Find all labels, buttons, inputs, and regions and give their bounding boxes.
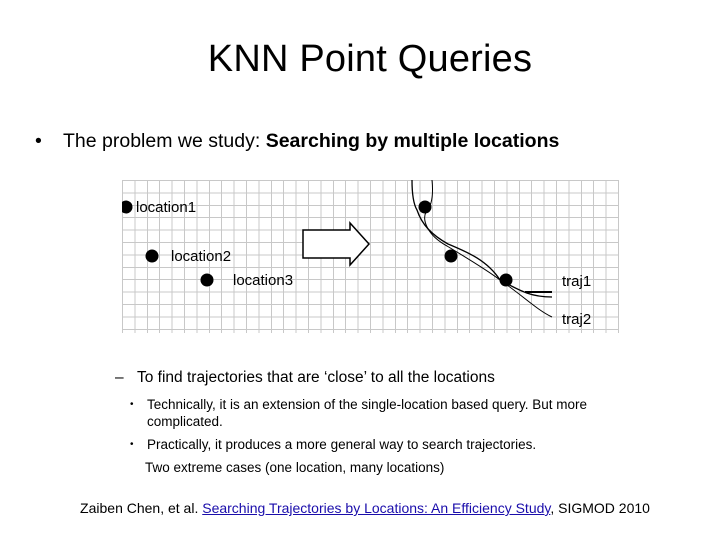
traj2-label: traj2	[562, 311, 592, 328]
sub-sub-bullet-line2: complicated.	[147, 414, 223, 429]
location3-point-icon	[201, 274, 214, 287]
right-arrow-icon	[303, 223, 369, 265]
locations-trajectories-figure	[122, 180, 619, 333]
extreme-cases-text: Two extreme cases (one location, many locations)	[145, 460, 445, 475]
location2-label: location2	[171, 248, 232, 265]
bullet-prefix: The problem we study:	[63, 130, 266, 152]
sub-sub-bullet-marker: •	[130, 399, 134, 410]
figure-drawing	[122, 180, 619, 333]
sub-bullet-text: To find trajectories that are ‘close’ to all the locations	[137, 369, 495, 386]
sub-sub-bullet-line1: Technically, it is an extension of the single-location based query. But more	[147, 397, 587, 412]
query-point-3-icon	[500, 274, 513, 287]
sub-sub-bullet-technically	[130, 396, 587, 430]
query-point-1-icon	[419, 201, 432, 214]
traj1-label: traj1	[562, 273, 592, 290]
traj1-line-icon	[412, 180, 552, 297]
location1-label: location1	[136, 199, 197, 216]
citation-paper-link[interactable]: Searching Trajectories by Locations: An Efficiency Study	[202, 500, 551, 516]
slide-title: KNN Point Queries	[207, 38, 533, 80]
sub-sub-bullet-line1: Practically, it produces a more general way to search trajectories.	[147, 437, 537, 452]
location1-point-icon	[122, 201, 133, 214]
sub-bullet-marker: –	[115, 369, 124, 386]
traj2-line-icon	[425, 180, 552, 317]
bullet-emphasis: Searching by multiple locations	[265, 130, 560, 152]
citation	[0, 500, 720, 516]
query-point-2-icon	[445, 250, 458, 263]
location3-label: location3	[233, 272, 294, 289]
sub-sub-bullet-marker: •	[130, 439, 134, 450]
location2-point-icon	[146, 250, 159, 263]
main-bullet	[35, 130, 559, 153]
sub-bullet	[115, 369, 495, 387]
citation-venue: , SIGMOD 2010	[550, 500, 650, 516]
citation-authors: Zaiben Chen, et al.	[80, 500, 203, 516]
bullet-marker: •	[35, 130, 42, 152]
sub-sub-bullet-practically	[130, 436, 536, 453]
